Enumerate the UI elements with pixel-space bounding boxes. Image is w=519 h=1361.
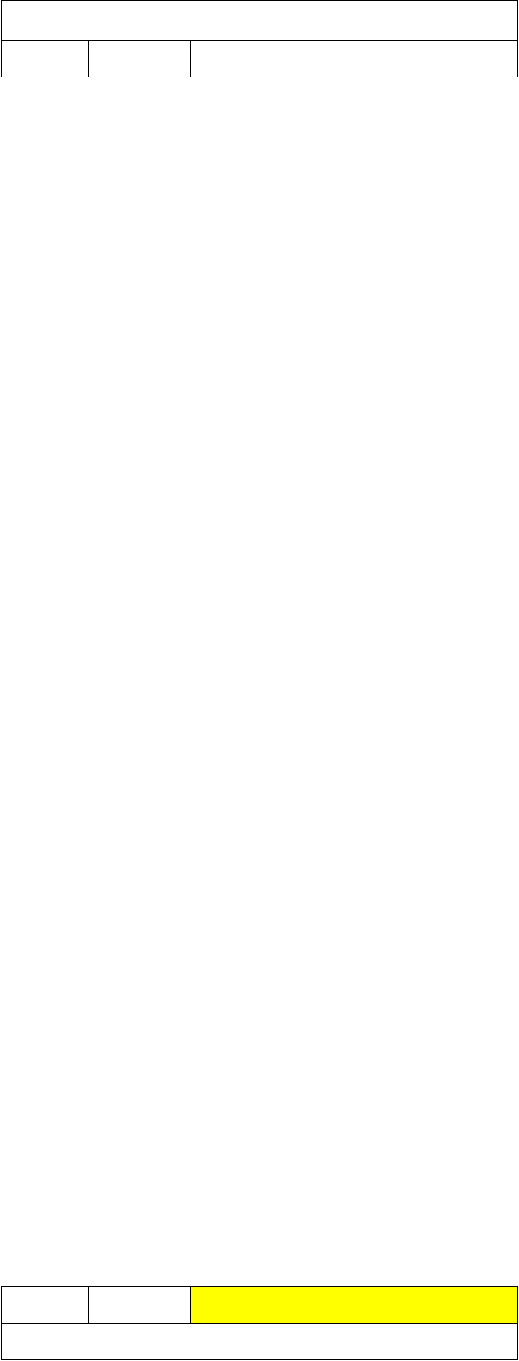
footer-row: [0, 1323, 519, 1360]
programmes-header: [190, 40, 518, 77]
bottom-border: [1, 1359, 518, 1360]
summary-day-cell: [88, 1286, 190, 1323]
planner-title: [1, 0, 518, 40]
summary-row: [0, 1286, 519, 1323]
planner-footer: [1, 1323, 518, 1360]
working-days-total: [190, 1286, 518, 1323]
header-row: [0, 40, 519, 77]
month-header: [1, 40, 88, 77]
day-header: [88, 40, 190, 77]
summary-date-cell: [1, 1286, 88, 1323]
title-row: [0, 0, 519, 40]
